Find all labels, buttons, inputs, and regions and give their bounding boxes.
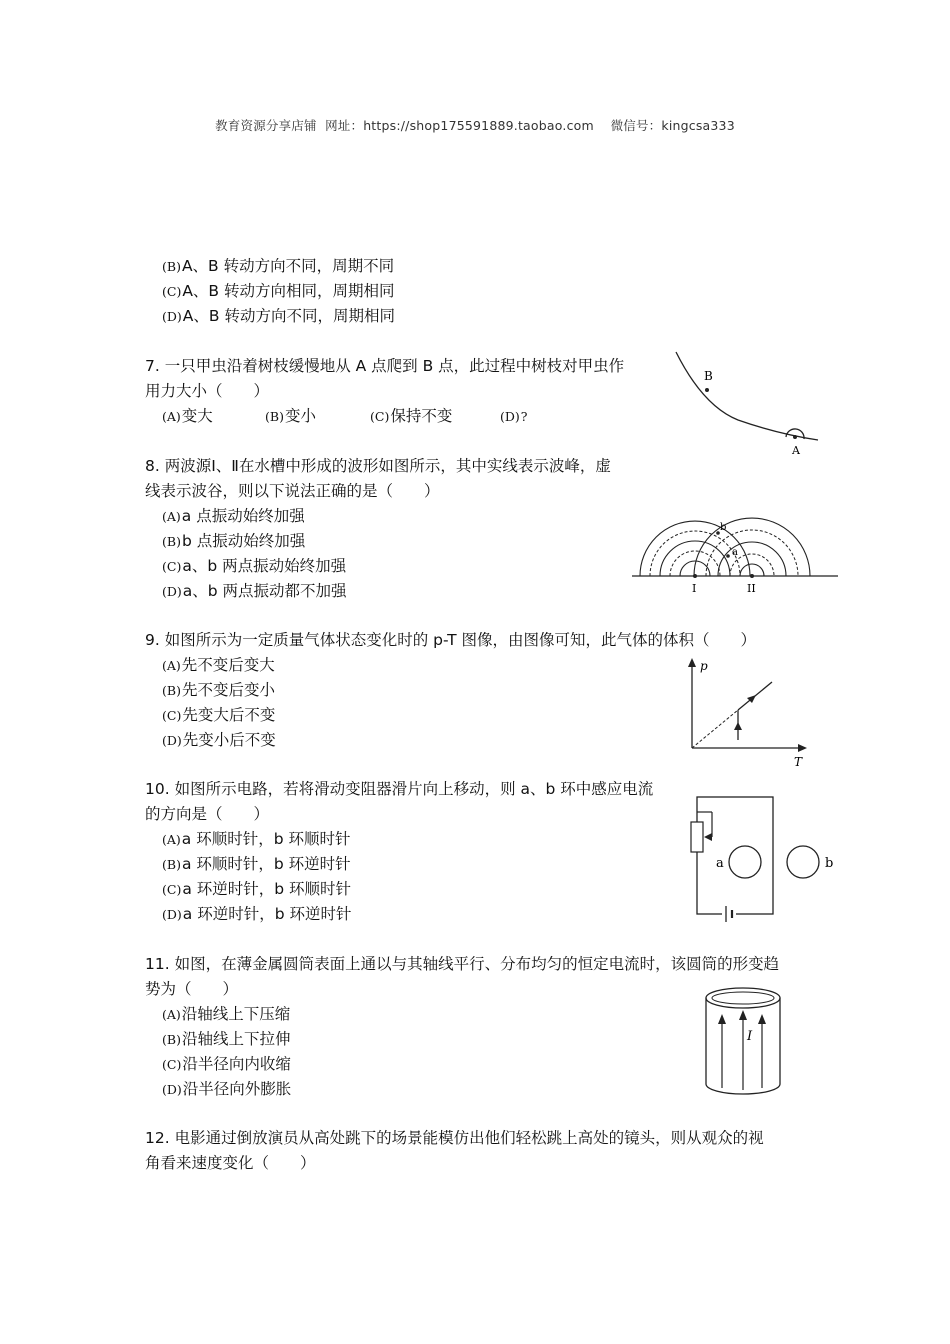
q9-y-axis-label: p: [700, 659, 708, 673]
q7-option-a: (A)变大: [162, 407, 213, 425]
wechat-label: 微信号：: [610, 118, 662, 133]
q9-option-c: (C)先变大后不变: [162, 706, 276, 724]
q8-point-a-label: a: [732, 547, 738, 558]
q9-option-d: (D)先变小后不变: [162, 731, 276, 749]
q8-option-c: (C)a、b 两点振动始终加强: [162, 557, 347, 575]
q11-option-d: (D)沿半径向外膨胀: [162, 1080, 292, 1098]
q8-wave-figure: [630, 508, 842, 598]
q10-stem-line1: 10. 如图所示电路，若将滑动变阻器滑片向上移动，则 a、b 环中感应电流: [145, 780, 654, 798]
q10-option-a: (A)a 环顺时针，b 环顺时针: [162, 830, 351, 848]
q9-pt-graph: [676, 656, 816, 770]
q8-stem-line2: 线表示波谷，则以下说法正确的是（ ）: [145, 482, 440, 500]
q11-stem-line1: 11. 如图，在薄金属圆筒表面上通以与其轴线平行、分布均匀的恒定电流时，该圆筒的形变趋: [145, 955, 780, 973]
q8-option-d: (D)a、b 两点振动都不加强: [162, 582, 347, 600]
q8-option-b: (B)b 点振动始终加强: [162, 532, 306, 550]
url-label: 网址：: [325, 118, 364, 133]
q10-stem-line2: 的方向是（ ）: [145, 805, 270, 823]
shop-url[interactable]: https://shop175591889.taobao.com: [363, 118, 594, 133]
q12-stem-line2: 角看来速度变化（ ）: [145, 1154, 316, 1172]
q10-option-d: (D)a 环逆时针，b 环逆时针: [162, 905, 352, 923]
q10-ring-a: [729, 846, 761, 878]
q9-x-axis-label: T: [794, 755, 803, 769]
q9-stem: 9. 如图所示为一定质量气体状态变化时的 p-T 图像，由图像可知，此气体的体积（ ）: [145, 631, 757, 649]
q7-stem-line2: 用力大小（ ）: [145, 382, 270, 400]
q12-stem-line1: 12. 电影通过倒放演员从高处跳下的场景能模仿出他们轻松跳上高处的镜头，则从观众的视: [145, 1129, 764, 1147]
q10-circuit-figure: [682, 792, 838, 922]
q11-stem-line2: 势为（ ）: [145, 980, 239, 998]
shop-name: 教育资源分享店铺: [215, 118, 317, 133]
q8-source-2-label: II: [747, 582, 756, 595]
q7-option-b: (B)变小: [265, 407, 316, 425]
q6-option-b: (B)A、B 转动方向不同，周期不同: [162, 257, 395, 275]
q10-ring-b: [787, 846, 819, 878]
q10-rheostat-icon: [691, 822, 703, 852]
q7-point-b-label: B: [704, 369, 713, 383]
q10-ring-b-label: b: [825, 856, 834, 871]
q11-current-label: I: [747, 1029, 753, 1044]
q6-option-d: (D)A、B 转动方向不同，周期相同: [162, 307, 395, 325]
q11-cylinder-figure: [700, 984, 790, 1100]
q7-point-a-label: A: [792, 444, 800, 457]
q7-option-d: (D)?: [500, 409, 528, 424]
wechat-id: kingcsa333: [661, 118, 735, 133]
q7-option-c: (C)保持不变: [370, 407, 453, 425]
q11-option-c: (C)沿半径向内收缩: [162, 1055, 291, 1073]
q8-option-a: (A)a 点振动始终加强: [162, 507, 305, 525]
q9-option-a: (A)先不变后变大: [162, 656, 275, 674]
q6-option-c: (C)A、B 转动方向相同，周期相同: [162, 282, 395, 300]
q11-option-b: (B)沿轴线上下拉伸: [162, 1030, 291, 1048]
q11-option-a: (A)沿轴线上下压缩: [162, 1005, 291, 1023]
q10-option-b: (B)a 环顺时针，b 环逆时针: [162, 855, 351, 873]
q8-source-1-label: I: [692, 582, 697, 595]
q10-ring-a-label: a: [716, 856, 724, 871]
q7-branch-figure: [668, 348, 823, 460]
q8-stem-line1: 8. 两波源Ⅰ、Ⅱ在水槽中形成的波形如图所示，其中实线表示波峰，虚: [145, 457, 611, 475]
q7-stem-line1: 7. 一只甲虫沿着树枝缓慢地从 A 点爬到 B 点，此过程中树枝对甲虫作: [145, 357, 625, 375]
page-header: [0, 116, 950, 134]
q8-point-b-label: b: [720, 522, 727, 533]
q10-option-c: (C)a 环逆时针，b 环顺时针: [162, 880, 352, 898]
q9-option-b: (B)先不变后变小: [162, 681, 275, 699]
